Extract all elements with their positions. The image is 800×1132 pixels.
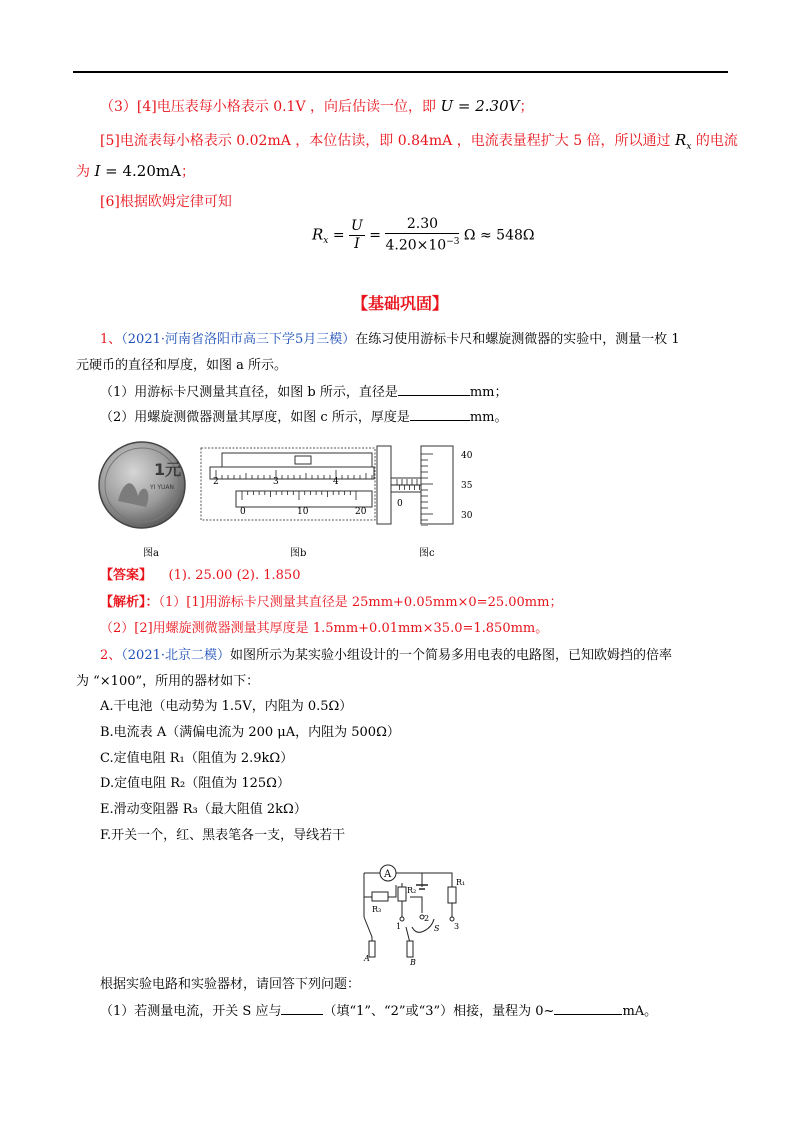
- q1-answer: [100, 567, 300, 585]
- r3-resistor: [372, 892, 388, 901]
- q1-part1-unit: mm；: [469, 385, 508, 400]
- q1-stem-line1: [100, 331, 680, 349]
- caliper-vernier-ticks: [242, 491, 356, 500]
- answer-label: 【答案】: [100, 568, 153, 583]
- q2-part1-text: （1）若测量电流，开关 S 应与: [100, 1004, 282, 1019]
- solution-line-3-text: （3）[4]电压表每小格表示 0.1V ，向后估读一位，即: [100, 99, 441, 115]
- r2-resistor: [398, 887, 406, 901]
- solution-line-5c-end: ；: [180, 164, 195, 180]
- q1-analysis-1: [100, 594, 562, 612]
- q2-prompt: 根据实验电路和实验器材，请回答下列问题：: [100, 977, 361, 992]
- formula-lhs: R: [312, 225, 324, 244]
- q2-stem-line1: [100, 647, 672, 665]
- rx-subscript: x: [686, 141, 692, 152]
- caliper-main-label-3: 3: [273, 477, 279, 487]
- q2-stem-b: 为 “×100”，所用的器材如下：: [76, 674, 260, 689]
- terminal-2-label: 2: [424, 914, 430, 923]
- q2-stem-a: 如图所示为某实验小组设计的一个简易多用电表的电路图，已知欧姆挡的倍率: [230, 648, 673, 663]
- rx-symbol: R: [675, 131, 687, 149]
- micrometer-thimble: [421, 446, 453, 524]
- analysis-label: 【解析】：: [100, 595, 159, 610]
- formula-frac-ui: [349, 218, 365, 253]
- ammeter-label: A: [384, 869, 392, 880]
- q1-part1-text: （1）用游标卡尺测量其直径，如图 b 所示，直径是: [100, 385, 398, 400]
- formula-num: 2.30: [385, 216, 459, 234]
- q1-answer-blank-1[interactable]: [398, 383, 470, 396]
- switch-label: S: [434, 924, 440, 933]
- probe-b[interactable]: [407, 941, 413, 957]
- solution-line-5: [100, 131, 738, 156]
- q2-item-b: B.电流表 A（满偏电流为 200 μA，内阻为 500Ω）: [100, 725, 400, 740]
- solution-line-3: [100, 97, 533, 116]
- solution-line-5-tail: 的电流: [691, 133, 738, 149]
- q2-number: 2、: [100, 648, 122, 663]
- terminal-1[interactable]: [400, 917, 404, 921]
- section-title: 【基础巩固】: [351, 294, 448, 313]
- solution-line-5c-pre: 为: [76, 164, 95, 180]
- probe-a-label: A: [364, 954, 370, 963]
- micrometer-zero: 0: [397, 499, 403, 509]
- terminal-3-label: 3: [454, 922, 460, 931]
- caliper-vern-label-10: 10: [297, 507, 309, 517]
- header-rule: [73, 71, 728, 73]
- q2-part1-mid: （填“1”、“2”或“3”）相接，量程为 0~: [323, 1004, 555, 1019]
- micrometer-figure: [373, 444, 483, 526]
- q2-item-c: C.定值电阻 R₁（阻值为 2.9kΩ）: [100, 751, 294, 766]
- coin-denomination: 1元: [154, 460, 182, 479]
- analysis-1-text: （1）[1]用游标卡尺测量其直径是 25mm+0.05mm×0=25.00mm；: [158, 595, 563, 610]
- circuit-diagram: [352, 857, 472, 967]
- caliper-screw: [295, 456, 311, 464]
- caliper-vern-label-20: 20: [355, 507, 367, 517]
- micrometer-label-30: 30: [461, 511, 473, 521]
- caliper-main-label-4: 4: [333, 477, 339, 487]
- current-value: = 4.20mA: [100, 162, 181, 180]
- formula-u: U: [351, 217, 363, 234]
- voltage-reading: U = 2.30V: [440, 97, 520, 115]
- q1-part2-unit: mm。: [469, 410, 508, 425]
- r3-label: R₃: [372, 905, 382, 914]
- q2-part1: [100, 1002, 657, 1021]
- probe-a[interactable]: [369, 941, 375, 957]
- micrometer-thimble-ticks: [421, 454, 433, 526]
- solution-line-5c: [76, 162, 195, 181]
- current-symbol: I: [94, 162, 101, 180]
- q1-part2: [100, 408, 507, 427]
- caliper-slider: [222, 453, 372, 467]
- r1-resistor: [448, 887, 456, 903]
- caliper-vern-label-0: 0: [240, 507, 246, 517]
- solution-line-5-text: [5]电流表每小格表示 0.02mA ，本位估读，即 0.84mA ，电流表量程扩大 5 倍，所以通过: [100, 133, 676, 149]
- ohm-law-formula: [312, 216, 535, 260]
- caliper-main-ticks: [216, 470, 376, 479]
- solution-line-6: [6]根据欧姆定律可知: [100, 194, 232, 210]
- r2-label: R₂: [407, 886, 417, 895]
- q1-number: 1、: [100, 332, 122, 347]
- q2-item-d: D.定值电阻 R₂（阻值为 125Ω）: [100, 776, 290, 791]
- formula-eq2: =: [369, 227, 382, 244]
- q1-stem-a: 在练习使用游标卡尺和螺旋测微器的实验中，测量一枚 1: [355, 332, 680, 347]
- q1-part2-text: （2）用螺旋测微器测量其厚度，如图 c 所示，厚度是: [100, 410, 410, 425]
- caliper-vernier: [236, 491, 372, 507]
- terminal-1-label: 1: [396, 922, 402, 931]
- formula-den-wrap: [385, 234, 459, 255]
- coin-figure: [98, 441, 186, 529]
- q2-source: （2021·北京二模）: [121, 648, 230, 663]
- q2-answer-blank-2[interactable]: [554, 1002, 622, 1015]
- fig-a-caption: 图a: [143, 548, 159, 559]
- caliper-figure: [200, 447, 376, 521]
- q1-part1: [100, 383, 508, 402]
- formula-den: 4.20×10: [385, 237, 447, 254]
- fig-c-caption: 图c: [419, 548, 435, 559]
- probe-b-label: B: [410, 958, 416, 967]
- caliper-frame: [201, 448, 375, 520]
- micrometer-anvil: [377, 446, 391, 524]
- q1-answer-blank-2[interactable]: [410, 408, 470, 421]
- coin-pinyin: YI YUAN: [150, 484, 174, 491]
- terminal-3[interactable]: [450, 917, 454, 921]
- micrometer-label-40: 40: [461, 451, 473, 461]
- formula-frac-values: [385, 216, 459, 255]
- formula-i: I: [354, 235, 360, 252]
- formula-den-exp: −3: [446, 237, 460, 247]
- formula-eq1: =: [332, 227, 345, 244]
- fig-b-caption: 图b: [290, 548, 307, 559]
- answer-text: (1). 25.00 (2). 1.850: [168, 568, 301, 583]
- formula-lhs-sub: x: [323, 236, 329, 247]
- q2-answer-blank-1[interactable]: [281, 1002, 323, 1015]
- q1-source: （2021·河南省洛阳市高三下学5月三模）: [121, 332, 356, 347]
- micrometer-label-35: 35: [461, 481, 473, 491]
- q1-stem-b: 元硬币的直径和厚度，如图 a 所示。: [76, 358, 288, 373]
- q1-analysis-2: （2）[2]用螺旋测微器测量其厚度是 1.5mm+0.01mm×35.0=1.850mm。: [100, 621, 549, 636]
- caliper-main-label-2: 2: [213, 477, 219, 487]
- q2-item-f: F.开关一个，红、黑表笔各一支，导线若干: [100, 828, 346, 843]
- q2-item-a: A.干电池（电动势为 1.5V，内阻为 0.5Ω）: [100, 699, 353, 714]
- caliper-main-scale: [210, 467, 374, 479]
- solution-line-3-end: ；: [519, 99, 534, 115]
- q2-item-e: E.滑动变阻器 R₃（最大阻值 2kΩ）: [100, 802, 307, 817]
- formula-unit: Ω ≈ 548Ω: [463, 227, 535, 244]
- q2-part1-unit: mA。: [622, 1004, 658, 1019]
- r1-label: R₁: [456, 878, 466, 887]
